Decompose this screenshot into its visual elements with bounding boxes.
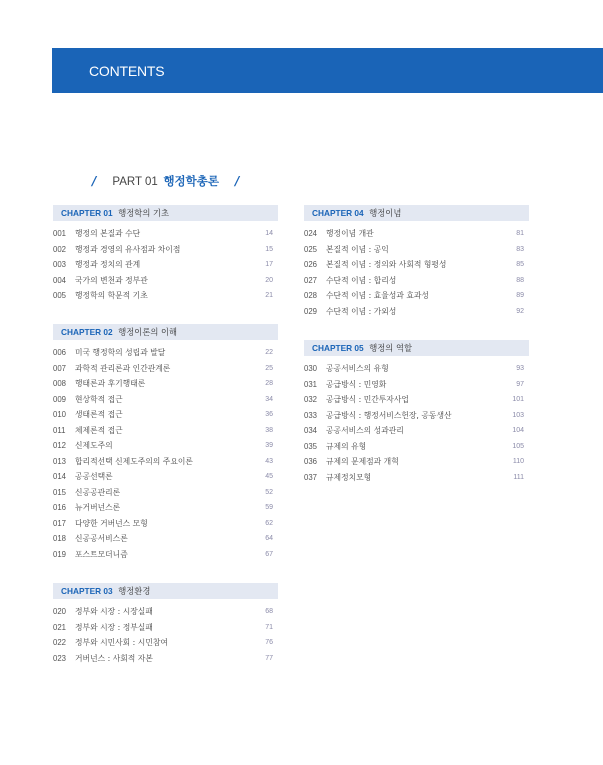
page-number: 22: [265, 349, 273, 356]
entry-number: 031: [304, 379, 318, 389]
entry-number: 007: [53, 363, 67, 373]
entry-title: 수단적 이념 : 합리성: [326, 275, 397, 285]
chapter-title: 행정이념: [369, 208, 402, 218]
page-number: 93: [516, 365, 524, 372]
toc-entry[interactable]: [304, 361, 529, 377]
entry-title: 정부와 시장 : 정부실패: [75, 622, 153, 632]
entry-number: 018: [53, 534, 67, 543]
entry-number: 016: [53, 503, 67, 512]
toc-entry[interactable]: [53, 635, 278, 651]
page-number: 103: [512, 411, 524, 419]
chapter-header[interactable]: [53, 324, 278, 340]
part-title: 행정학총론: [163, 174, 219, 188]
toc-entry[interactable]: [53, 620, 278, 636]
toc-entry[interactable]: [53, 288, 278, 304]
slash-icon: /: [234, 174, 240, 188]
toc-entry[interactable]: [304, 288, 529, 304]
entry-title: 미국 행정학의 성립과 발달: [75, 348, 166, 357]
entry-title: 공공선택론: [75, 472, 113, 481]
page-title: CONTENTS: [89, 63, 165, 79]
chapter-title: 행정의 역할: [369, 343, 412, 353]
page-number: 83: [516, 245, 524, 253]
entry-number: 032: [304, 395, 318, 404]
chapter-header[interactable]: [304, 340, 529, 356]
page-number: 104: [512, 427, 524, 434]
entry-title: 체제론적 접근: [75, 425, 123, 435]
chapter-title: 행정환경: [118, 586, 151, 596]
page-number: 81: [516, 230, 524, 237]
entry-number: 030: [304, 364, 318, 373]
page-number: 76: [265, 639, 273, 646]
toc-entry[interactable]: [53, 438, 278, 454]
toc-entry[interactable]: [53, 345, 278, 361]
chapter-header[interactable]: [53, 583, 278, 599]
entry-title: 규제의 문제점과 개혁: [326, 457, 399, 466]
entry-title: 행정이념 개관: [326, 229, 374, 238]
toc-entry[interactable]: [304, 304, 529, 320]
chapter-header[interactable]: [304, 205, 529, 221]
toc-entry[interactable]: [304, 257, 529, 273]
toc-entry[interactable]: [53, 226, 278, 242]
entry-title: 행정과 정치의 관계: [75, 260, 141, 269]
toc-entry[interactable]: [53, 361, 278, 377]
page-number: 77: [265, 654, 273, 662]
entry-number: 020: [53, 607, 67, 616]
chapter-01: [53, 205, 278, 304]
entry-number: 011: [53, 425, 66, 435]
page-number: 62: [265, 519, 273, 527]
toc-entry[interactable]: [53, 604, 278, 620]
page-number: 25: [265, 364, 273, 372]
chapter-number: CHAPTER 03: [61, 586, 113, 596]
chapter-header[interactable]: [53, 205, 278, 221]
entry-title: 행태론과 후기행태론: [75, 379, 146, 388]
chapter-03: [53, 583, 278, 666]
page-number: 101: [512, 396, 524, 403]
toc-entry[interactable]: [53, 376, 278, 392]
page-number: 28: [265, 380, 273, 387]
chapter-number: CHAPTER 02: [61, 327, 113, 337]
page-number: 43: [265, 457, 273, 465]
entry-title: 행정학의 학문적 기초: [75, 291, 148, 300]
entry-number: 037: [304, 472, 318, 482]
toc-entry[interactable]: [304, 273, 529, 289]
entry-title: 규제정치모형: [326, 472, 372, 482]
entry-title: 수단적 이념 : 가외성: [326, 306, 397, 316]
entry-number: 025: [304, 244, 318, 254]
entry-title: 다양한 거버넌스 모형: [75, 518, 148, 528]
entry-number: 010: [53, 410, 67, 419]
entry-number: 012: [53, 441, 67, 450]
page-number: 71: [265, 623, 273, 631]
chapter-number: CHAPTER 04: [312, 208, 364, 218]
entry-number: 024: [304, 229, 318, 238]
entry-title: 행정의 본질과 수단: [75, 229, 141, 238]
entry-title: 본질적 이념 : 정의와 사회적 형평성: [326, 260, 447, 269]
chapter-02: [53, 324, 278, 562]
entry-number: 008: [53, 379, 67, 388]
entry-number: 009: [53, 394, 67, 404]
entry-title: 행정과 경영의 유사점과 차이점: [75, 244, 181, 254]
page-number: 68: [265, 608, 273, 615]
chapter-number: CHAPTER 05: [312, 343, 364, 353]
chapter-05: [304, 340, 529, 485]
header-banner: [52, 48, 603, 93]
toc-entry[interactable]: [304, 423, 529, 439]
entry-number: 022: [53, 638, 67, 647]
entry-title: 본질적 이념 : 공익: [326, 244, 389, 254]
toc-entry[interactable]: [53, 500, 278, 516]
toc-entry[interactable]: [53, 257, 278, 273]
entry-number: 001: [53, 229, 67, 238]
chapter-04: [304, 205, 529, 319]
toc-entry[interactable]: [304, 470, 529, 486]
entry-title: 공급방식 : 행정서비스헌장, 공동생산: [326, 410, 452, 420]
entry-title: 거버넌스 : 사회적 자본: [75, 653, 153, 663]
page-number: 105: [512, 442, 524, 450]
page-number: 45: [265, 473, 273, 480]
toc-entry[interactable]: [53, 469, 278, 485]
entry-title: 과학적 관리론과 인간관계론: [75, 363, 171, 373]
entry-title: 공급방식 : 민영화: [326, 379, 387, 389]
toc-entry[interactable]: [304, 392, 529, 408]
part-heading: [92, 173, 239, 189]
toc-entry[interactable]: [304, 226, 529, 242]
entry-number: 006: [53, 348, 67, 357]
entry-title: 공급방식 : 민간투자사업: [326, 395, 409, 404]
slash-icon: /: [92, 174, 97, 188]
page-number: 59: [265, 504, 273, 511]
entry-title: 정부와 시장 : 시장실패: [75, 607, 153, 616]
entry-title: 규제의 유형: [326, 441, 367, 451]
page-number: 21: [265, 292, 273, 299]
entry-title: 현상학적 접근: [75, 394, 123, 404]
page-number: 15: [265, 245, 273, 253]
toc-entry[interactable]: [304, 439, 529, 455]
entry-number: 005: [53, 291, 67, 300]
page-number: 20: [265, 276, 273, 284]
entry-title: 수단적 이념 : 효율성과 효과성: [326, 291, 429, 300]
page-number: 39: [265, 442, 273, 449]
entry-number: 029: [304, 306, 318, 316]
entry-number: 002: [53, 244, 67, 254]
entry-number: 014: [53, 472, 67, 481]
entry-title: 생태론적 접근: [75, 410, 123, 419]
entry-number: 023: [53, 653, 67, 663]
toc-entry[interactable]: [53, 423, 278, 439]
entry-number: 034: [304, 426, 318, 435]
page-number: 38: [265, 426, 273, 434]
page-number: 97: [516, 380, 524, 388]
toc-entry[interactable]: [53, 516, 278, 532]
part-number: PART 01: [112, 176, 158, 188]
page-number: 111: [513, 473, 524, 481]
toc-entry[interactable]: [53, 531, 278, 547]
toc-entry[interactable]: [53, 547, 278, 563]
entry-title: 국가의 변천과 정부관: [75, 275, 148, 285]
chapter-number: CHAPTER 01: [61, 208, 113, 218]
entry-number: 013: [53, 456, 67, 466]
entry-number: 017: [53, 518, 67, 528]
toc-entry[interactable]: [53, 651, 278, 667]
page-number: 88: [516, 276, 524, 284]
toc-entry[interactable]: [304, 454, 529, 470]
entry-number: 028: [304, 291, 318, 300]
page-number: 17: [265, 261, 273, 268]
toc-entry[interactable]: [304, 377, 529, 393]
toc-entry[interactable]: [53, 407, 278, 423]
entry-title: 포스트모더니즘: [75, 549, 128, 559]
entry-number: 027: [304, 275, 318, 285]
page-number: 92: [516, 307, 524, 315]
entry-number: 036: [304, 457, 318, 466]
chapter-title: 행정학의 기초: [118, 208, 170, 218]
toc-entry[interactable]: [53, 273, 278, 289]
entry-title: 정부와 시민사회 : 시민참여: [75, 638, 168, 647]
entry-number: 033: [304, 410, 318, 420]
entry-title: 신공공서비스론: [75, 534, 128, 543]
page-number: 110: [512, 458, 524, 465]
entry-number: 035: [304, 441, 318, 451]
entry-number: 019: [53, 549, 67, 559]
entry-number: 026: [304, 260, 318, 269]
page-number: 36: [265, 411, 273, 418]
entry-number: 015: [53, 487, 67, 497]
page-number: 89: [516, 292, 524, 299]
toc-entry[interactable]: [304, 408, 529, 424]
entry-title: 신공공관리론: [75, 487, 121, 497]
entry-number: 004: [53, 275, 67, 285]
entry-title: 합리적선택 신제도주의의 주요이론: [75, 456, 193, 466]
toc-entry[interactable]: [53, 485, 278, 501]
toc-entry[interactable]: [53, 392, 278, 408]
chapter-title: 행정이론의 이해: [118, 327, 178, 337]
entry-title: 뉴거버넌스론: [75, 503, 121, 512]
toc-entry[interactable]: [304, 242, 529, 258]
toc-entry[interactable]: [53, 242, 278, 258]
page-number: 14: [265, 230, 273, 237]
entry-title: 공공서비스의 유형: [326, 364, 389, 373]
page-number: 85: [516, 261, 524, 268]
entry-number: 003: [53, 260, 67, 269]
page-number: 64: [265, 535, 273, 542]
entry-title: 신제도주의: [75, 441, 113, 450]
entry-title: 공공서비스의 성과관리: [326, 426, 404, 435]
page-number: 67: [265, 550, 273, 558]
page-number: 34: [265, 395, 273, 403]
page-number: 52: [265, 488, 273, 496]
entry-number: 021: [53, 622, 67, 632]
toc-entry[interactable]: [53, 454, 278, 470]
